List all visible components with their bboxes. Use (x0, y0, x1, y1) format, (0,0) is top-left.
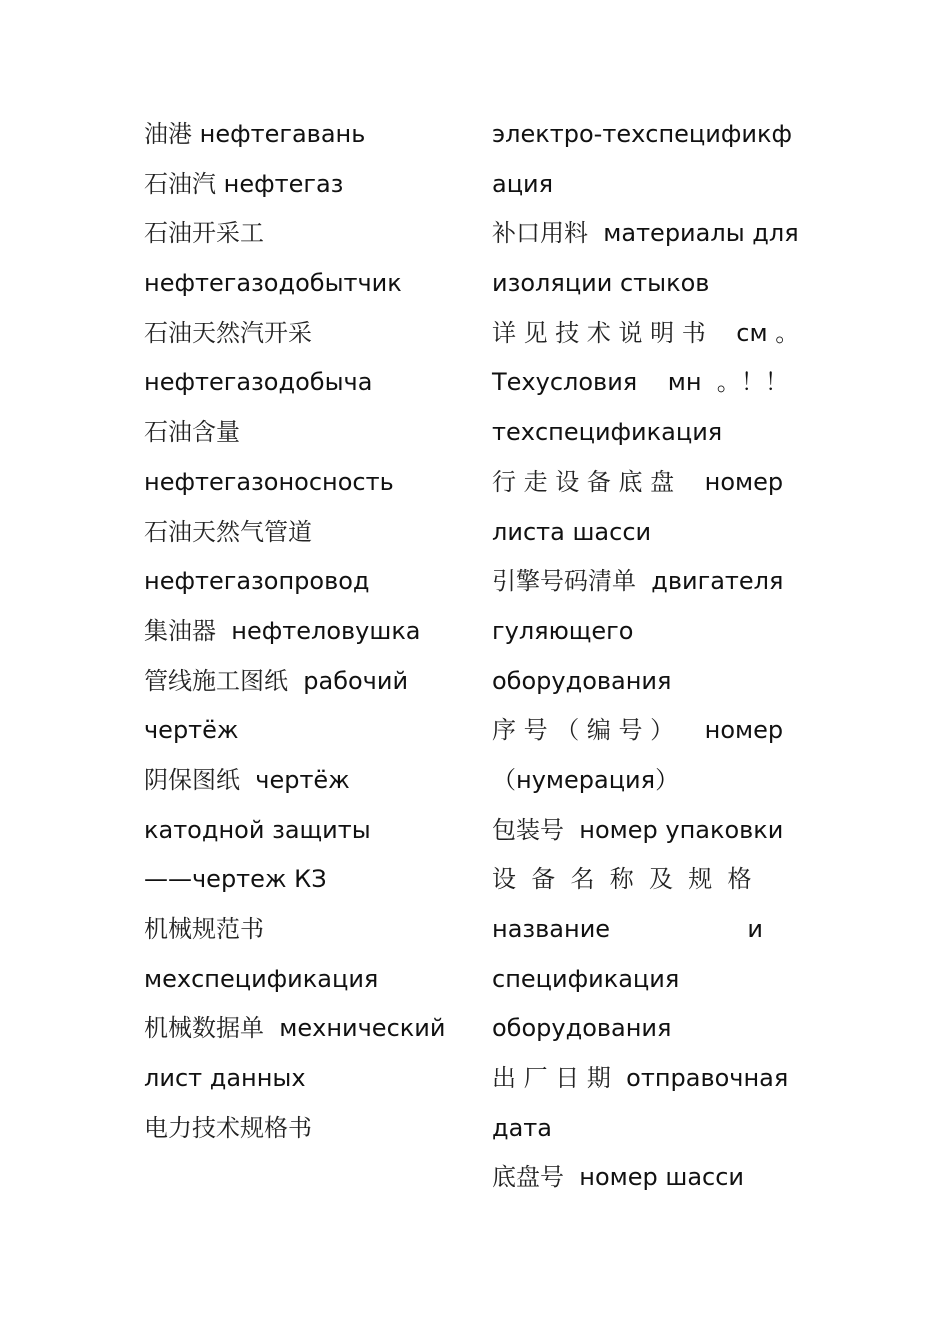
left-line (144, 1104, 464, 1154)
chinese-term: 设 备 名 称 及 规 格 (492, 865, 752, 894)
chinese-term: 补口用料 (492, 219, 588, 248)
russian-term: нефтегазодобытчик (144, 269, 402, 298)
right-line (492, 806, 806, 856)
right-line (492, 408, 806, 458)
right-line (492, 607, 806, 657)
russian-term: см 。 (705, 318, 800, 347)
russian-term: двигателя (636, 567, 784, 596)
chinese-term: 石油天然气管道 (144, 517, 312, 546)
chinese-term: 管线施工图纸 (144, 666, 288, 695)
chinese-term: 行 走 设 备 底 盘 (492, 467, 675, 496)
russian-term: изоляции стыков (492, 269, 710, 298)
left-line (144, 1004, 464, 1054)
russian-term: ——чертеж КЗ (144, 865, 327, 894)
right-line (492, 259, 806, 309)
right-line (492, 706, 806, 756)
russian-term: номер (674, 716, 784, 745)
russian-term: нефтеловушка (216, 616, 421, 645)
right-line (492, 508, 806, 558)
russian-term: рабочий (288, 666, 409, 695)
left-column (144, 110, 464, 1153)
left-line (144, 160, 464, 210)
right-line (492, 905, 806, 955)
russian-term: нефтегазодобыча (144, 368, 373, 397)
right-line (492, 855, 806, 905)
russian-term: материалы для (588, 219, 799, 248)
left-line (144, 309, 464, 359)
left-line (144, 408, 464, 458)
right-line (492, 1054, 806, 1104)
right-line (492, 1104, 806, 1154)
russian-term: оборудования (492, 1014, 672, 1043)
russian-term: номер упаковки (564, 815, 784, 844)
russian-term: мехнический (264, 1014, 446, 1043)
right-line (492, 1153, 806, 1203)
left-line (144, 557, 464, 607)
chinese-term: 机械数据单 (144, 1014, 264, 1043)
russian-term: чертёж (240, 765, 350, 794)
left-line (144, 508, 464, 558)
chinese-term: 机械规范书 (144, 915, 264, 943)
left-line (144, 458, 464, 508)
right-line (492, 209, 806, 259)
left-line (144, 855, 464, 905)
russian-term: отправочная (610, 1064, 789, 1093)
chinese-term: 集油器 (144, 616, 216, 645)
left-line (144, 806, 464, 856)
chinese-term: 阴保图纸 (144, 765, 240, 794)
left-line (144, 607, 464, 657)
russian-term: （нумерация） (492, 765, 680, 794)
right-column (492, 110, 806, 1203)
right-line (492, 756, 806, 806)
left-line (144, 1054, 464, 1104)
russian-term: ация (492, 169, 554, 198)
right-line (492, 110, 806, 160)
russian-term: название и (492, 915, 763, 943)
left-line (144, 756, 464, 806)
right-line (492, 657, 806, 707)
chinese-term: 底盘号 (492, 1163, 564, 1192)
chinese-term: 引擎号码清单 (492, 567, 636, 596)
russian-term: нефтегазоносность (144, 467, 394, 496)
russian-term: лист данных (144, 1064, 306, 1093)
russian-term: листа шасси (492, 517, 652, 546)
chinese-term: 序 号 （ 编 号 ） (492, 716, 675, 745)
russian-term: гуляющего (492, 616, 634, 645)
left-line (144, 110, 464, 160)
left-line (144, 657, 464, 707)
right-line (492, 458, 806, 508)
russian-term: чертёж (144, 716, 239, 745)
russian-term: спецификация (492, 964, 680, 993)
chinese-term: 电力技术规格书 (144, 1113, 312, 1142)
chinese-term: 石油天然汽开采 (144, 318, 312, 347)
left-line (144, 706, 464, 756)
right-line (492, 1004, 806, 1054)
right-line (492, 955, 806, 1005)
right-line (492, 160, 806, 210)
russian-term: оборудования (492, 666, 672, 695)
chinese-term: 石油含量 (144, 418, 240, 447)
chinese-term: 出 厂 日 期 (492, 1064, 611, 1093)
russian-term: катодной защиты (144, 815, 371, 844)
right-line (492, 358, 806, 408)
russian-term: номер (674, 467, 784, 496)
russian-term: нефтегазопровод (144, 567, 370, 596)
chinese-term: 石油开采工 (144, 219, 264, 248)
right-line (492, 309, 806, 359)
russian-term: Техусловия мн 。！！ (492, 368, 789, 397)
chinese-term: 油港 (144, 120, 192, 148)
russian-term: мехспецификация (144, 964, 379, 993)
chinese-term: 详 见 技 术 说 明 书 (492, 318, 706, 347)
chinese-term: 石油汽 (144, 169, 216, 198)
russian-term: нефтегавань (192, 120, 366, 148)
russian-term: номер шасси (564, 1163, 745, 1192)
left-line (144, 955, 464, 1005)
right-line (492, 557, 806, 607)
russian-term: дата (492, 1113, 552, 1142)
russian-term: нефтегаз (216, 169, 344, 198)
left-line (144, 905, 464, 955)
chinese-term: 包装号 (492, 815, 564, 844)
left-line (144, 358, 464, 408)
russian-term: электро-техспецификф (492, 120, 792, 148)
russian-term: техспецификация (492, 418, 723, 447)
left-line (144, 209, 464, 259)
left-line (144, 259, 464, 309)
